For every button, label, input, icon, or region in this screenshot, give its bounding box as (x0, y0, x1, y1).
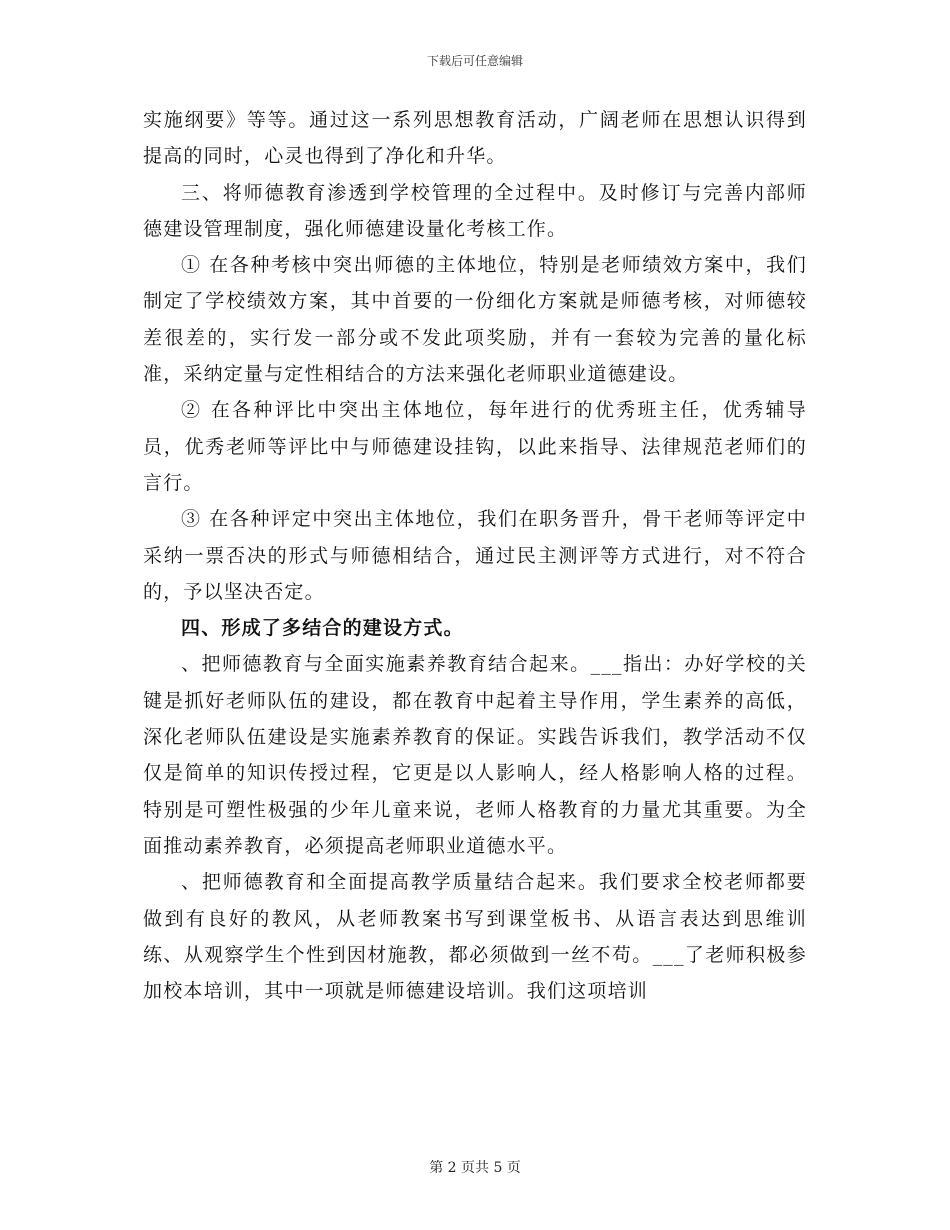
paragraph-item-2: ② 在各种评比中突出主体地位，每年进行的优秀班主任，优秀辅导员，优秀老师等评比中与师德建设挂钩，以此来指导、法律规范老师们的言行。 (143, 399, 807, 494)
paragraph-continuation: 实施纲要》等等。通过这一系列思想教育活动，广阔老师在思想认识得到提高的同时，心灵也得到了净化和升华。 (143, 109, 807, 168)
paragraph-item-1: ① 在各种考核中突出师德的主体地位，特别是老师绩效方案中，我们制定了学校绩效方案，其中首要的一份细化方案就是师德考核，对师德较差很差的，实行发一部分或不发此项奖励，并有一套较为完善的量化标准，采纳定量与定性相结合的方法来强化老师职业道德建设。 (143, 254, 807, 386)
paragraph-teaching-quality: 、把师德教育和全面提高教学质量结合起来。我们要求全校老师都要做到有良好的教风，从老师教案书写到课堂板书、从语言表达到思维训练、从观察学生个性到因材施教，都必须做到一丝不苟。___了老师积极参加校本培训，其中一项就是师德建设培训。我们这项培训 (143, 871, 807, 1003)
paragraph-quality-education: 、把师德教育与全面实施素养教育结合起来。___指出：办好学校的关键是抓好老师队伍的建设，都在教育中起着主导作用，学生素养的高低，深化老师队伍建设是实施素养教育的保证。实践告诉我们，教学活动不仅仅是简单的知识传授过程，它更是以人影响人，经人格影响人格的过程。特别是可塑性极强的少年儿童来说，老师人格教育的力量尤其重要。为全面推动素养教育，必须提高老师职业道德水平。 (143, 653, 807, 857)
page-header: 下载后可任意编辑 (426, 54, 523, 68)
page-number: 第 2 页共 5 页 (429, 1160, 521, 1176)
document-body (143, 102, 807, 1009)
paragraph-section-three: 三、将师德教育渗透到学校管理的全过程中。及时修订与完善内部师德建设管理制度，强化师德建设量化考核工作。 (143, 181, 807, 240)
paragraph-item-3: ③ 在各种评定中突出主体地位，我们在职务晋升，骨干老师等评定中采纳一票否决的形式与师德相结合，通过民主测评等方式进行，对不符合的，予以坚决否定。 (143, 508, 807, 603)
section-heading-four: 四、形成了多结合的建设方式。 (181, 617, 464, 640)
